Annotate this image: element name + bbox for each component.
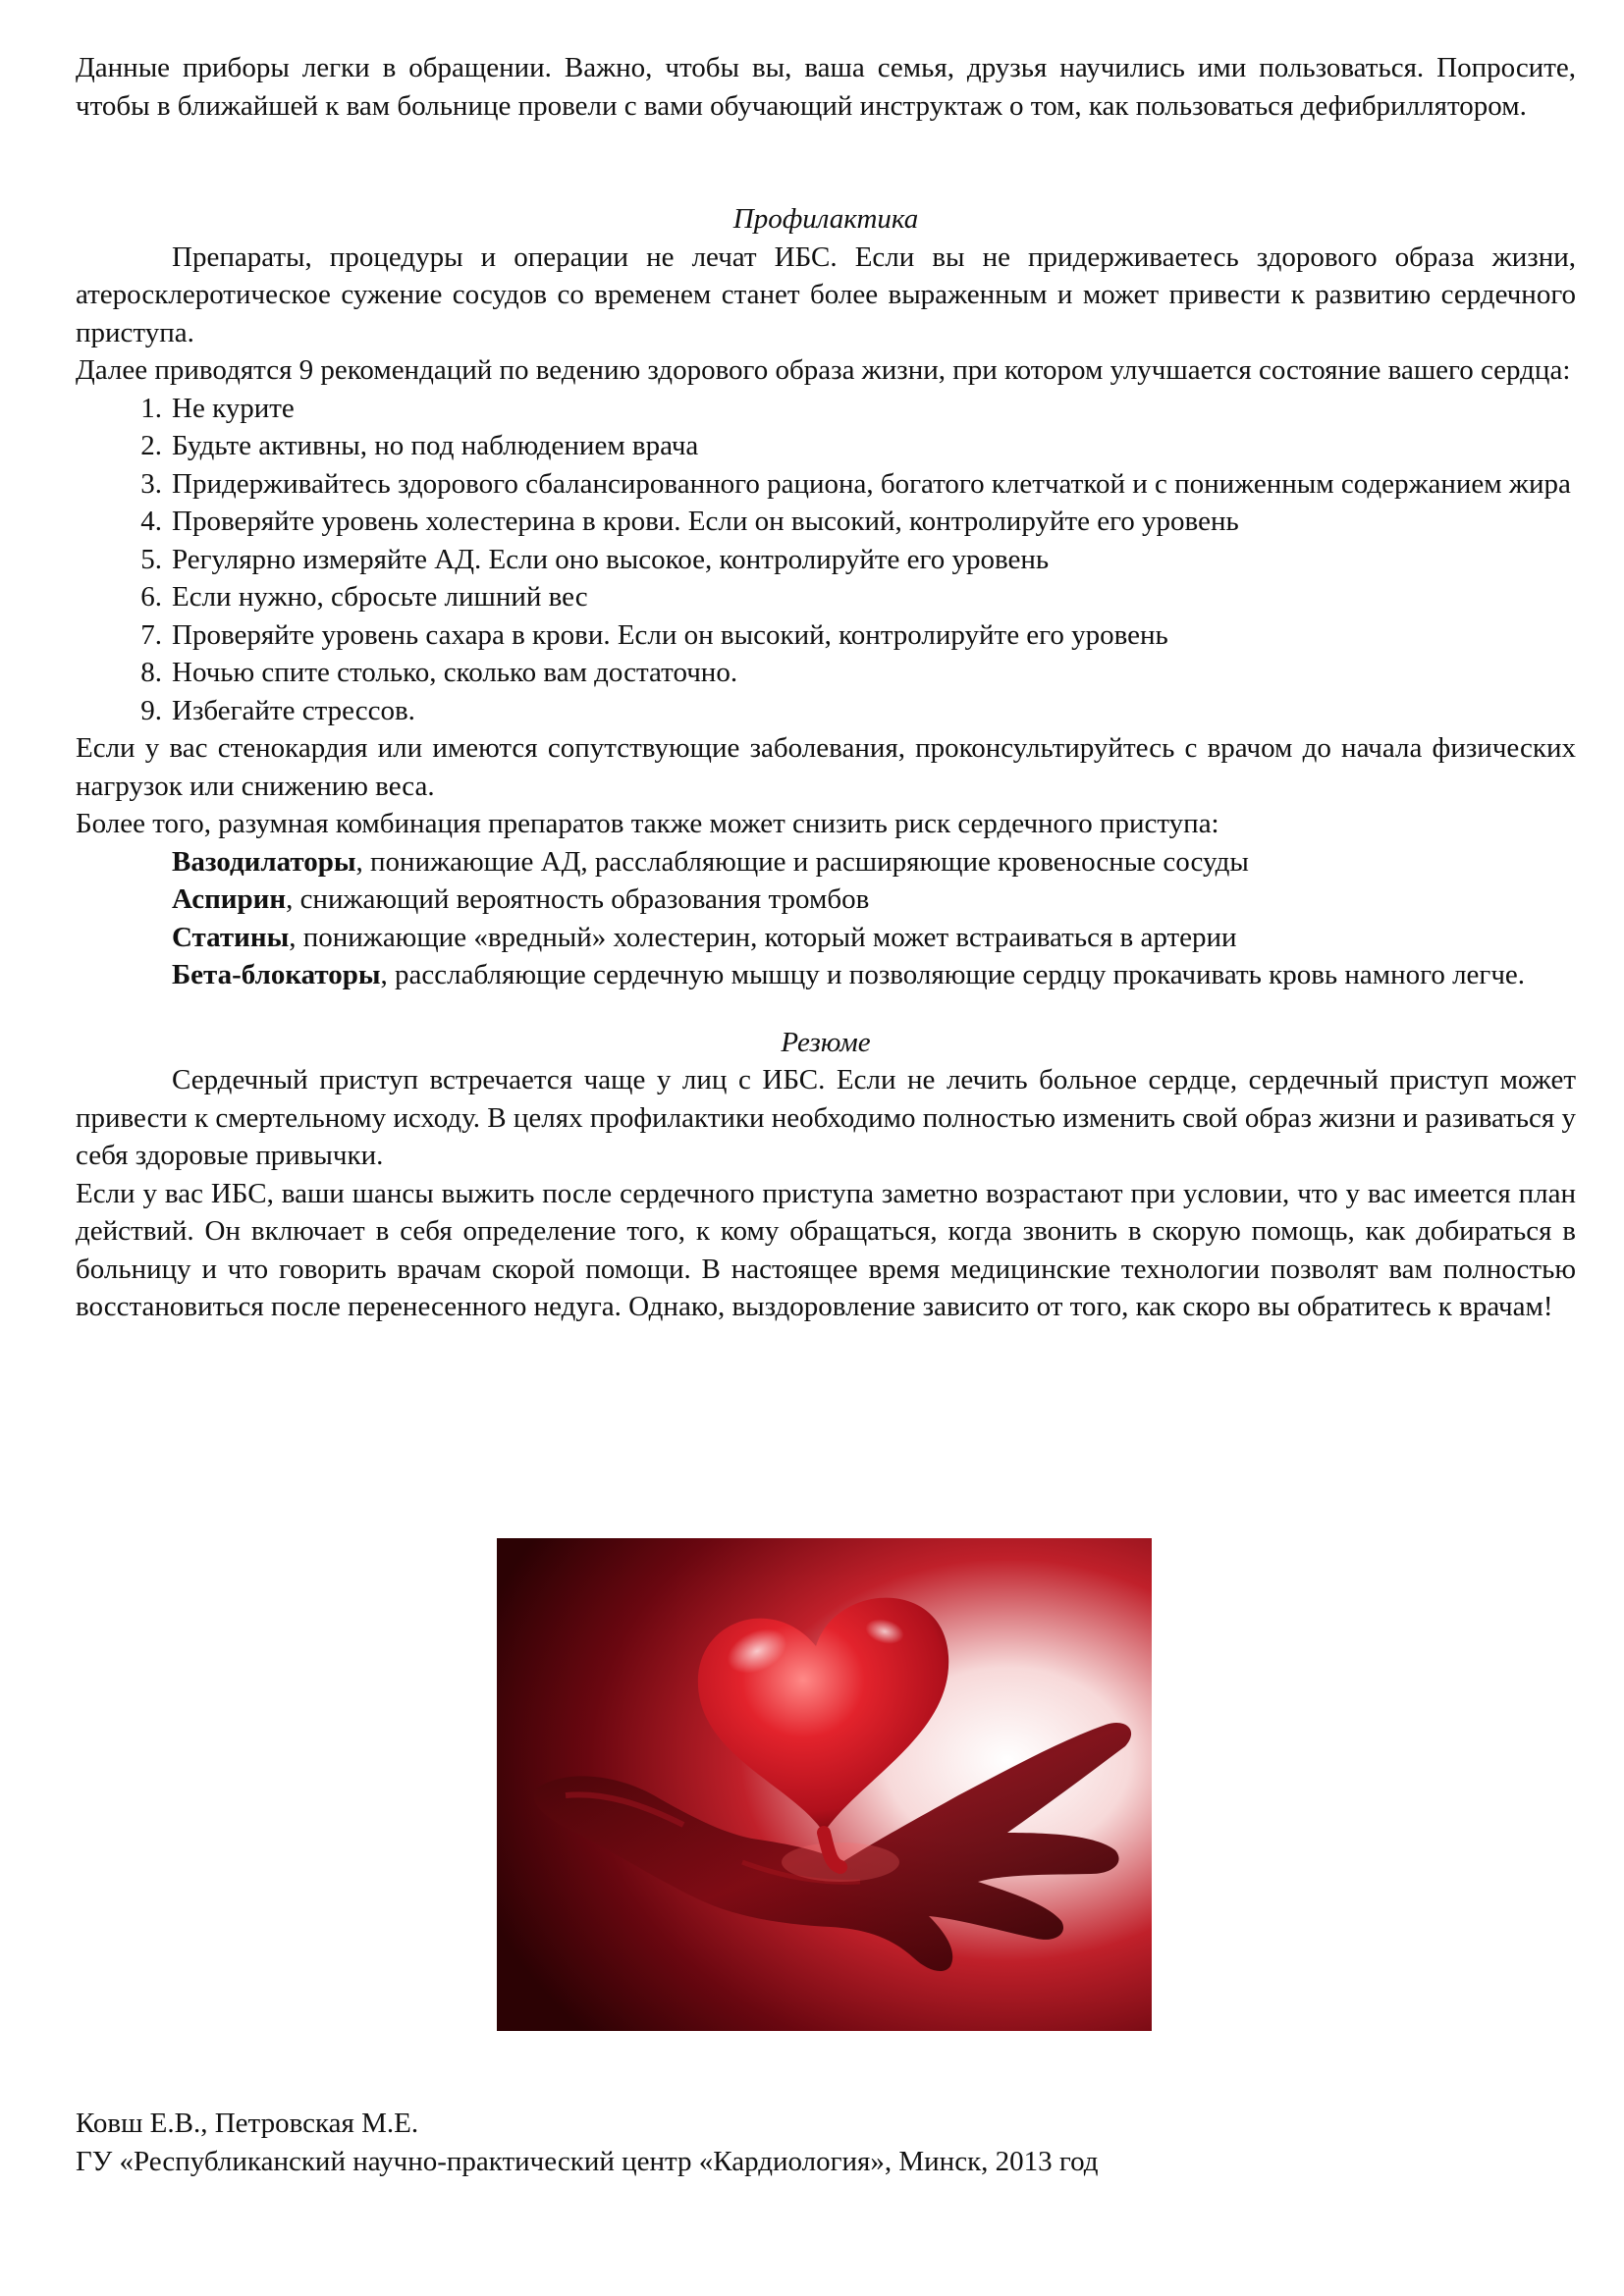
- list-item: 9. Избегайте стрессов.: [140, 694, 415, 726]
- prevention-paragraph-4: Более того, разумная комбинация препаратов также может снизить риск сердечного приступа:: [76, 808, 1219, 839]
- list-item: 3. Придерживайтесь здорового сбалансированного рациона, богатого клетчаткой и с пониженным содержанием жира: [140, 467, 1571, 500]
- prevention-paragraph-3: Если у вас стенокардия или имеются сопутствующие заболевания, проконсультируйтесь с врачом до начала физических нагрузок или снижению веса.: [76, 732, 1576, 802]
- drug-item-statins: Статины, понижающие «вредный» холестерин, который может встраиваться в артерии: [172, 921, 1237, 953]
- list-item: 8. Ночью спите столько, сколько вам достаточно.: [140, 657, 738, 688]
- list-item: 5. Регулярно измеряйте АД. Если оно высокое, контролируйте его уровень: [140, 543, 1050, 575]
- list-item: 2. Будьте активны, но под наблюдением врача: [140, 430, 699, 461]
- footer: [76, 2105, 1099, 2180]
- drug-item-aspirin: Аспирин, снижающий вероятность образования тромбов: [172, 883, 870, 915]
- drug-item-vasodilators: Вазодилаторы, понижающие АД, расслабляющие и расширяющие кровеносные сосуды: [172, 845, 1249, 878]
- list-item: 1. Не курите: [140, 392, 295, 424]
- heart-in-hand-image: [497, 1538, 1152, 2031]
- heart-in-hand-illustration: [497, 1538, 1152, 2031]
- document-body: [76, 49, 1576, 1326]
- authors: Ковш Е.В., Петровская М.Е.: [76, 2108, 419, 2139]
- list-item: 4. Проверяйте уровень холестерина в крови. Если он высокий, контролируйте его уровень: [140, 506, 1239, 537]
- recommendations-list: [76, 390, 1576, 730]
- prevention-paragraph-1: Препараты, процедуры и операции не лечат ИБС. Если вы не придерживаетесь здорового образа жизни, атеросклеротическое сужение сосудов со временем станет более выраженным и может привести к развитию сердечного приступа.: [76, 240, 1576, 348]
- prevention-paragraph-2: Далее приводятся 9 рекомендаций по ведению здорового образа жизни, при котором улучшается состояние вашего сердца:: [76, 354, 1571, 386]
- list-item: 6. Если нужно, сбросьте лишний вес: [140, 581, 588, 613]
- intro-paragraph: Данные приборы легки в обращении. Важно, чтобы вы, ваша семья, друзья научились ими пользоваться. Попросите, чтобы в ближайшей к вам больнице провели с вами обучающий инструктаж о том, как пользоваться дефибриллятором.: [76, 52, 1576, 122]
- summary-heading: Резюме: [781, 1026, 871, 1058]
- drug-item-beta-blockers: Бета-блокаторы, расслабляющие сердечную мышцу и позволяющие сердцу прокачивать кровь намного легче.: [172, 959, 1526, 990]
- summary-paragraph-2: Если у вас ИБС, ваши шансы выжить после сердечного приступа заметно возрастают при условии, что у вас имеется план действий. Он включает в себя определение того, к кому обращаться, когда звонить в скорую помощь, как добираться в больницу и что говорить врачам скорой помощи. В настоящее время медицинские технологии позволят вам полностью восстановиться после перенесенного недуга. Однако, выздоровление зависито от того, как скоро вы обратитесь к врачам!: [76, 1177, 1576, 1322]
- prevention-heading: Профилактика: [732, 203, 919, 235]
- summary-paragraph-1: Сердечный приступ встречается чаще у лиц с ИБС. Если не лечить больное сердце, сердечный приступ может привести к смертельному исходу. В целях профилактики необходимо полностью изменить свой образ жизни и разиваться у себя здоровые привычки.: [76, 1064, 1576, 1171]
- list-item: 7. Проверяйте уровень сахара в крови. Если он высокий, контролируйте его уровень: [140, 618, 1168, 651]
- institution: ГУ «Республиканский научно-практический центр «Кардиология», Минск, 2013 год: [76, 2145, 1099, 2177]
